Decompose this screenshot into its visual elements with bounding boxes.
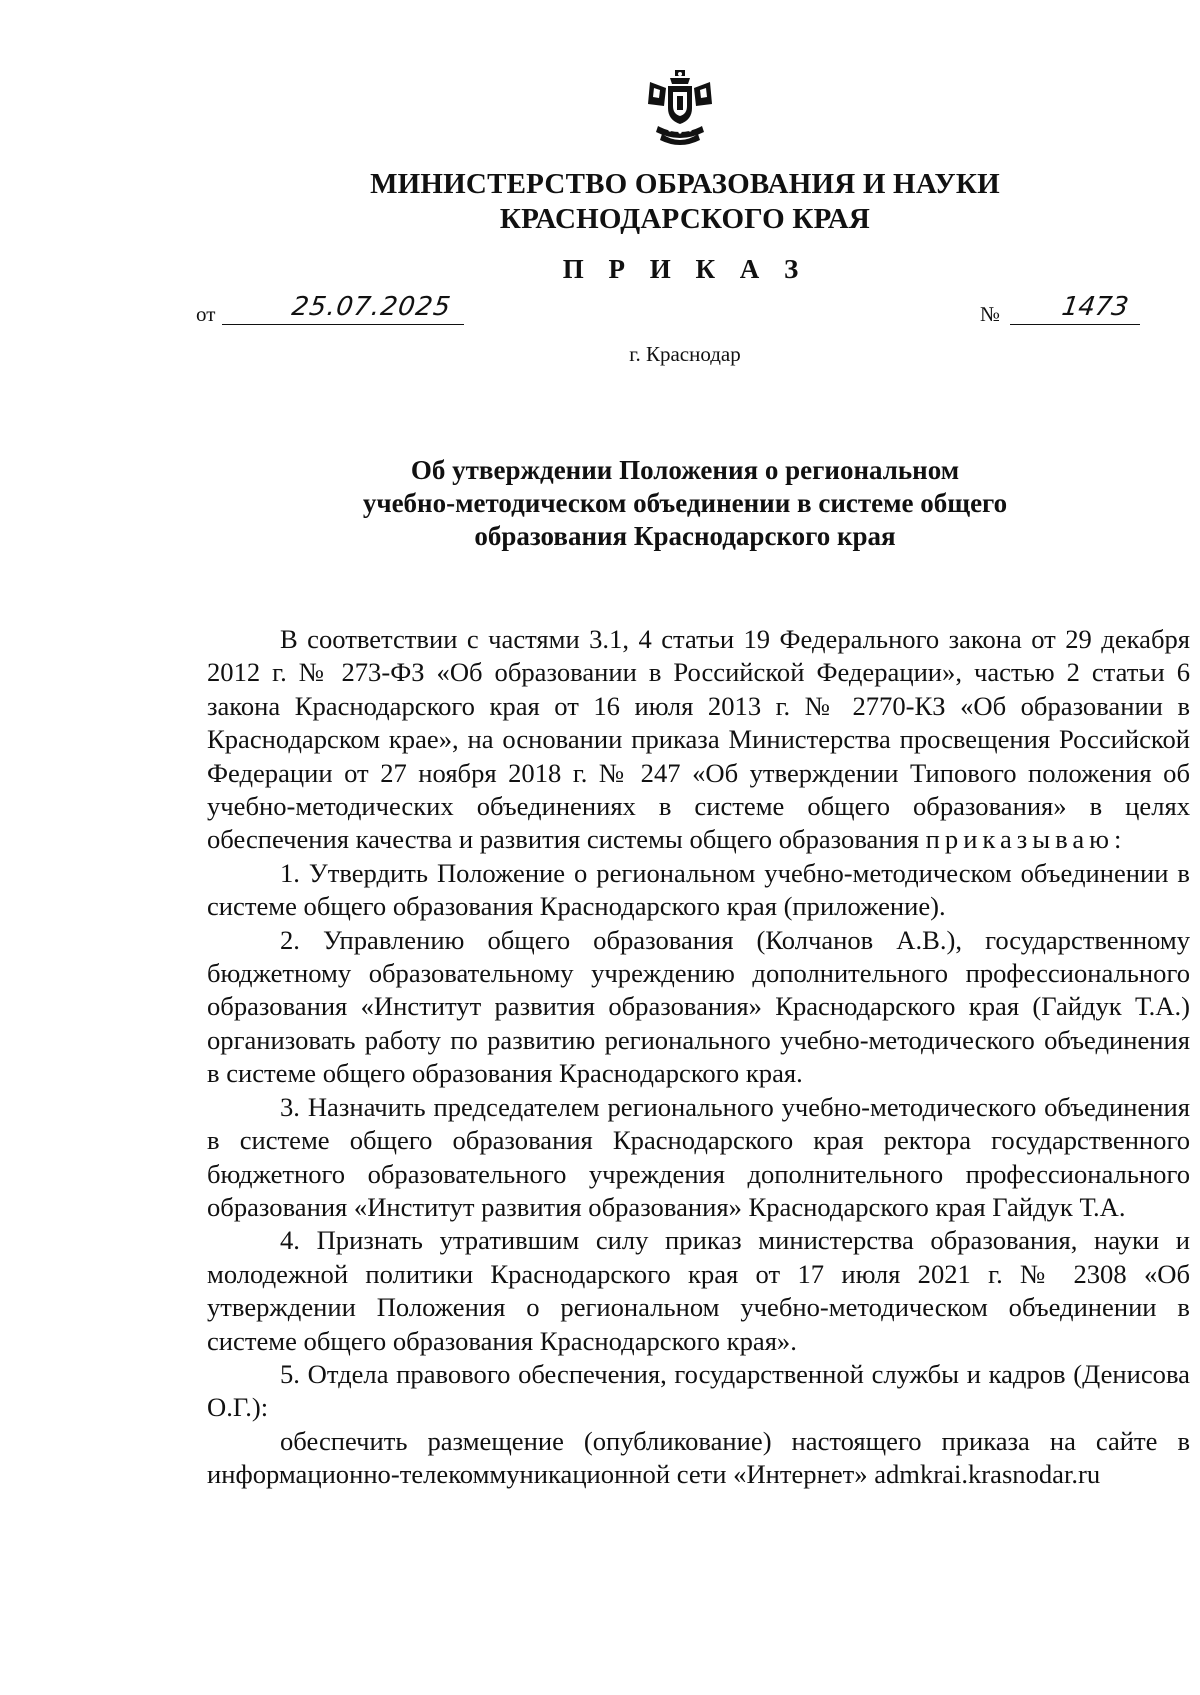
item-5-subparagraph: обеспечить размещение (опубликование) настоящего приказа на сайте в информационно-телекоммуникационной сети «Интернет» admkrai.krasnodar.ru (207, 1425, 1190, 1490)
document-title-line-3: образования Краснодарского края (474, 521, 896, 551)
preamble-paragraph (207, 623, 1190, 857)
item-3-paragraph: 3. Назначить председателем регионального учебно-методического объединения в системе общего образования Краснодарского края ректора государственного бюджетного образовательного учреждения дополнительного профессионального образования «Институт развития образования» Краснодарского края Гайдук Т.А. (207, 1091, 1190, 1222)
city: г. Краснодар (629, 342, 741, 366)
order-word: приказываю: (925, 824, 1127, 855)
item-1-paragraph: 1. Утвердить Положение о региональном учебно-методическом объединении в системе общего образования Краснодарского края (приложение). (207, 857, 1190, 922)
item-5-paragraph: 5. Отдела правового обеспечения, государственной службы и кадров (Денисова О.Г.): (207, 1358, 1190, 1423)
krasnodar-coat-of-arms-icon (640, 68, 720, 150)
preamble-text: В соответствии с частями 3.1, 4 статьи 19 Федерального закона от 29 декабря 2012 г. № 273-ФЗ «Об образовании в Российской Федерации», частью 2 статьи 6 закона Краснодарского края от 16 июля 2013 г. № 2770-КЗ «Об образовании в Краснодарском крае», на основании приказа Министерства просвещения Российской Федерации от 27 ноября 2018 г. № 247 «Об утверждении Типового положения об учебно-методических объединениях в системе общего образования» в целях обеспечения качества и развития системы общего образования (207, 624, 1190, 855)
number-label: № (980, 302, 1001, 326)
document-title-line-2: учебно-методическом объединении в системе общего (362, 488, 1008, 518)
item-4-paragraph: 4. Признать утратившим силу приказ министерства образования, науки и молодежной политики Краснодарского края от 17 июля 2021 г. № 2308 «Об утверждении Положения о региональном учебно-методическом объединении в системе общего образования Краснодарского края». (207, 1225, 1190, 1356)
organization-name-line-2: КРАСНОДАРСКОГО КРАЯ (499, 203, 871, 235)
date-underline (222, 324, 464, 325)
date-label: от (196, 302, 216, 326)
date-value: 25.07.2025 (289, 292, 453, 322)
number-underline (1010, 324, 1140, 325)
organization-name-line-1: МИНИСТЕРСТВО ОБРАЗОВАНИЯ И НАУКИ (370, 168, 1000, 200)
document-body (207, 623, 1190, 1492)
document-type: П Р И К А З (562, 254, 808, 284)
document-title-line-1: Об утверждении Положения о региональном (410, 455, 960, 485)
number-value: 1473 (1059, 292, 1131, 322)
item-2-paragraph: 2. Управлению общего образования (Колчанов А.В.), государственному бюджетному образовательному учреждению дополнительного профессионального образования «Институт развития образования» Краснодарского края (Гайдук Т.А.) организовать работу по развитию регионального учебно-методического объединения в системе общего образования Краснодарского края. (207, 924, 1190, 1089)
